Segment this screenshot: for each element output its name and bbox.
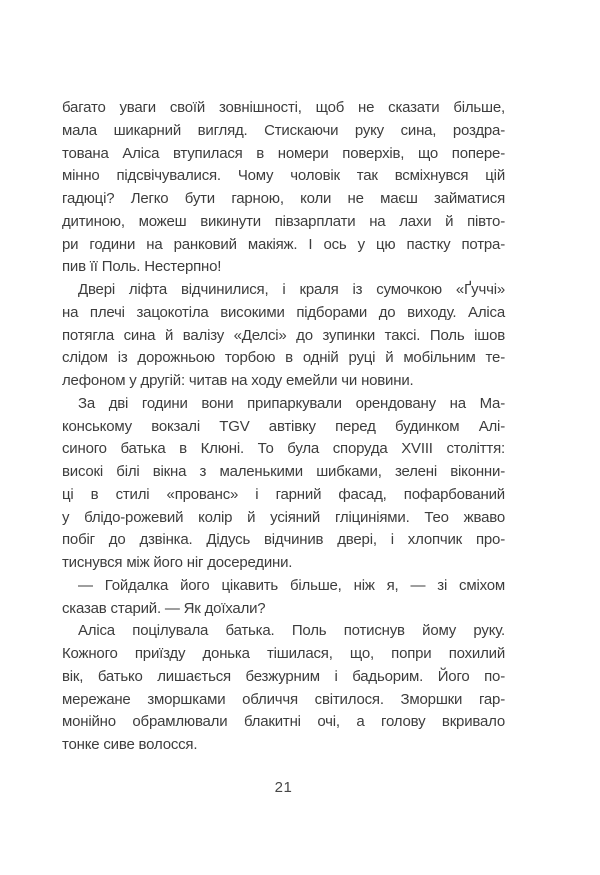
- text-line: на плечі зацокотіла високими підборами до виходу. Аліса: [62, 303, 505, 321]
- text-line: у блідо-рожевий колір й усіяний гліциніями. Тео жваво: [62, 508, 505, 526]
- text-line: Кожного приїзду донька тішилася, що, попри похилий: [62, 645, 505, 662]
- text-line: ри години на ранковий макіяж. І ось у цю пастку потра-: [62, 235, 505, 253]
- text-line: високі білі вікна з маленькими шибками, зелені віконни-: [62, 463, 505, 480]
- text-line: Двері ліфта відчинилися, і краля із сумочкою «Ґуччі»: [78, 281, 505, 298]
- page-text: [62, 97, 505, 757]
- text-line: тиснувся між його ніг досередини.: [62, 554, 293, 571]
- text-line: потягла сина й валізу «Делсі» до зупинки таксі. Поль ішов: [62, 326, 505, 344]
- text-line: вік, батько лишається безжурним і бадьорим. Його по-: [62, 667, 505, 685]
- text-line: — Гойдалка його цікавить більше, ніж я, — зі сміхом: [78, 576, 505, 594]
- text-line: гадюці? Легко бути гарною, коли не маєш займатися: [62, 190, 505, 207]
- text-line: конському вокзалі TGV автівку перед будинком Алі-: [62, 417, 505, 435]
- text-line: мінно підсвічувалися. Чому чоловік так всміхнувся цій: [62, 167, 505, 185]
- text-line: сказав старий. — Як доїхали?: [62, 599, 266, 617]
- text-line: дитиною, можеш викинути півзарплати на лахи й півто-: [62, 212, 505, 230]
- text-line: побіг до дзвінка. Дідусь відчинив двері, і хлопчик про-: [62, 531, 505, 549]
- text-line: синого батька в Клюні. То була споруда XVIII століття:: [62, 440, 505, 458]
- text-line: мала шикарний вигляд. Стискаючи руку сина, роздра-: [62, 121, 505, 139]
- paragraph: [62, 97, 505, 279]
- paragraph: [62, 620, 505, 757]
- text-line: слідом із дорожньою торбою в одній руці й мобільним те-: [62, 349, 505, 367]
- text-line: лефоном у другій: читав на ходу емейли чи новини.: [62, 372, 414, 389]
- text-line: тована Аліса втупилася в номери поверхів, що попере-: [62, 144, 505, 162]
- paragraph: [62, 279, 505, 393]
- text-line: багато уваги своїй зовнішності, щоб не сказати більше,: [62, 99, 505, 116]
- page-number: 21: [274, 779, 293, 796]
- text-line: За дві години вони припаркували орендовану на Ма-: [78, 394, 505, 412]
- paragraph-dialogue: [62, 575, 505, 621]
- text-line: Аліса поцілувала батька. Поль потиснув йому руку.: [78, 622, 505, 640]
- paragraph: [62, 393, 505, 575]
- text-line: монійно обрамлювали блакитні очі, а голову вкривало: [62, 713, 505, 731]
- text-line: пив її Поль. Нестерпно!: [62, 258, 222, 276]
- text-line: тонке сиве волосся.: [62, 736, 198, 753]
- text-line: мережане зморшками обличчя світилося. Зморшки гар-: [62, 690, 505, 708]
- text-line: ці в стилі «прованс» і гарний фасад, пофарбований: [62, 485, 505, 503]
